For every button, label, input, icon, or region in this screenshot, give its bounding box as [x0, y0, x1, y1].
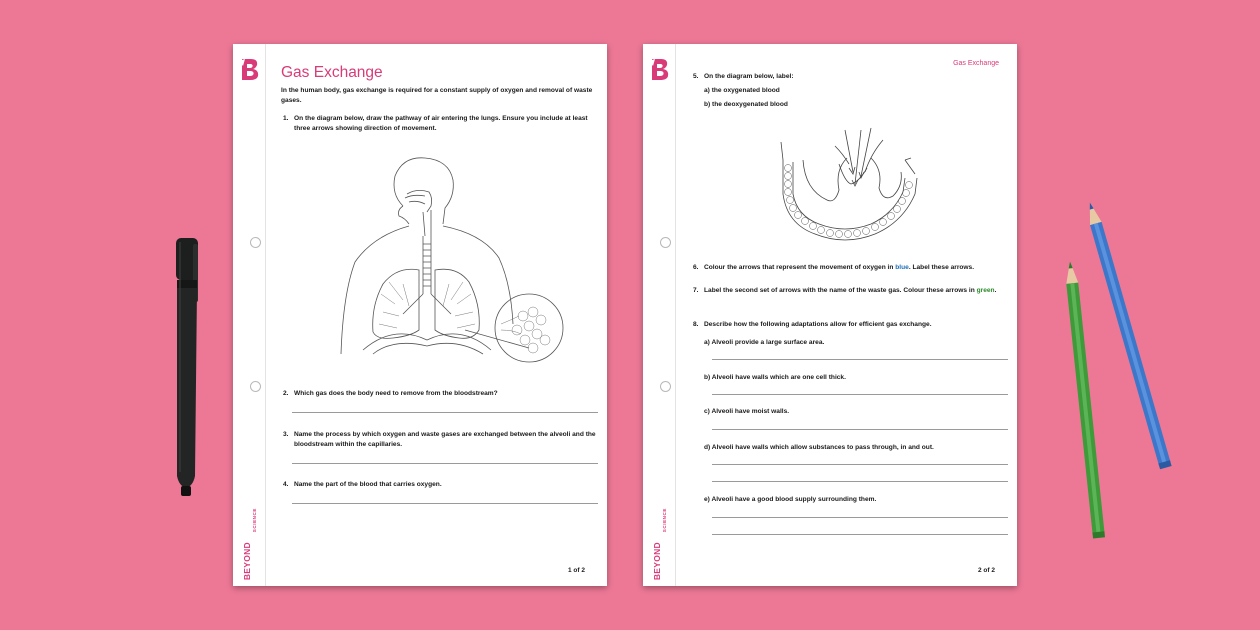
punch-hole	[660, 237, 671, 248]
answer-line[interactable]	[292, 412, 598, 413]
question-6-text-part: . Label these arrows.	[908, 264, 975, 271]
page-header: Gas Exchange	[953, 60, 999, 67]
colour-word-green: green	[976, 287, 995, 294]
brand-name: BEYOND	[652, 541, 662, 580]
pen-icon	[166, 236, 206, 498]
question-number: 7.	[693, 287, 699, 294]
question-7-text-part: Label the second set of arrows with the name of the waste gas. Colour these arrows in	[704, 287, 975, 294]
answer-line[interactable]	[292, 503, 598, 504]
question-1-text: On the diagram below, draw the pathway of air entering the lungs. Ensure you include at least three arrows showing direction of movement.	[294, 115, 588, 132]
question-6-text-part: Colour the arrows that represent the movement of oxygen in	[704, 264, 894, 271]
page-number: 2 of 2	[978, 567, 995, 574]
brand-subtitle: SCIENCE	[662, 507, 667, 532]
question-2-text: Which gas does the body need to remove from the bloodstream?	[294, 390, 498, 397]
brand-logo	[236, 500, 262, 580]
respiratory-system-diagram	[333, 154, 565, 368]
question-6-text	[704, 263, 1010, 273]
question-8c-text: c) Alveoli have moist walls.	[704, 408, 790, 415]
question-8-text: Describe how the following adaptations allow for efficient gas exchange.	[704, 321, 932, 328]
question-5a-text: a) the oxygenated blood	[704, 87, 780, 94]
answer-line[interactable]	[712, 481, 1008, 482]
question-7-text	[704, 286, 1010, 296]
question-3-text: Name the process by which oxygen and waste gases are exchanged between the alveoli and the bloodstream within the capillaries.	[294, 431, 596, 448]
question-number: 8.	[693, 321, 699, 328]
question-8a-text: a) Alveoli provide a large surface area.	[704, 339, 825, 346]
question-8e-text: e) Alveoli have a good blood supply surrounding them.	[704, 496, 877, 503]
question-number: 4.	[283, 481, 289, 488]
punch-hole	[660, 381, 671, 392]
question-5-text: On the diagram below, label:	[704, 73, 794, 80]
question-4-text: Name the part of the blood that carries oxygen.	[294, 481, 442, 488]
colour-word-blue: blue	[895, 264, 909, 271]
answer-line[interactable]	[712, 429, 1008, 430]
page-title: Gas Exchange	[281, 64, 383, 81]
alveolus-diagram	[775, 124, 925, 250]
question-7-text-part: .	[994, 287, 997, 294]
punch-hole	[250, 381, 261, 392]
intro-text: In the human body, gas exchange is required for a constant supply of oxygen and removal of waste gases.	[281, 87, 593, 104]
beyond-logo-icon	[239, 56, 261, 82]
worksheet-page-2	[643, 44, 1017, 586]
question-number: 3.	[283, 431, 289, 438]
brand-subtitle: SCIENCE	[252, 507, 257, 532]
page-number: 1 of 2	[568, 567, 585, 574]
punch-hole	[250, 237, 261, 248]
question-8b-text: b) Alveoli have walls which are one cell thick.	[704, 374, 846, 381]
answer-line[interactable]	[712, 517, 1008, 518]
answer-line[interactable]	[292, 463, 598, 464]
answer-line[interactable]	[712, 359, 1008, 360]
question-number: 1.	[283, 115, 289, 122]
worksheet-page-1	[233, 44, 607, 586]
margin-line	[265, 44, 266, 586]
answer-line[interactable]	[712, 394, 1008, 395]
question-number: 2.	[283, 390, 289, 397]
margin-line	[675, 44, 676, 586]
question-5b-text: b) the deoxygenated blood	[704, 101, 788, 108]
answer-line[interactable]	[712, 464, 1008, 465]
question-8d-text: d) Alveoli have walls which allow substances to pass through, in and out.	[704, 444, 934, 451]
brand-name: BEYOND	[242, 541, 252, 580]
pencil-icon	[1050, 196, 1180, 548]
question-number: 5.	[693, 73, 699, 80]
answer-line[interactable]	[712, 534, 1008, 535]
brand-logo	[646, 500, 672, 580]
beyond-logo-icon	[649, 56, 671, 82]
question-number: 6.	[693, 264, 699, 271]
